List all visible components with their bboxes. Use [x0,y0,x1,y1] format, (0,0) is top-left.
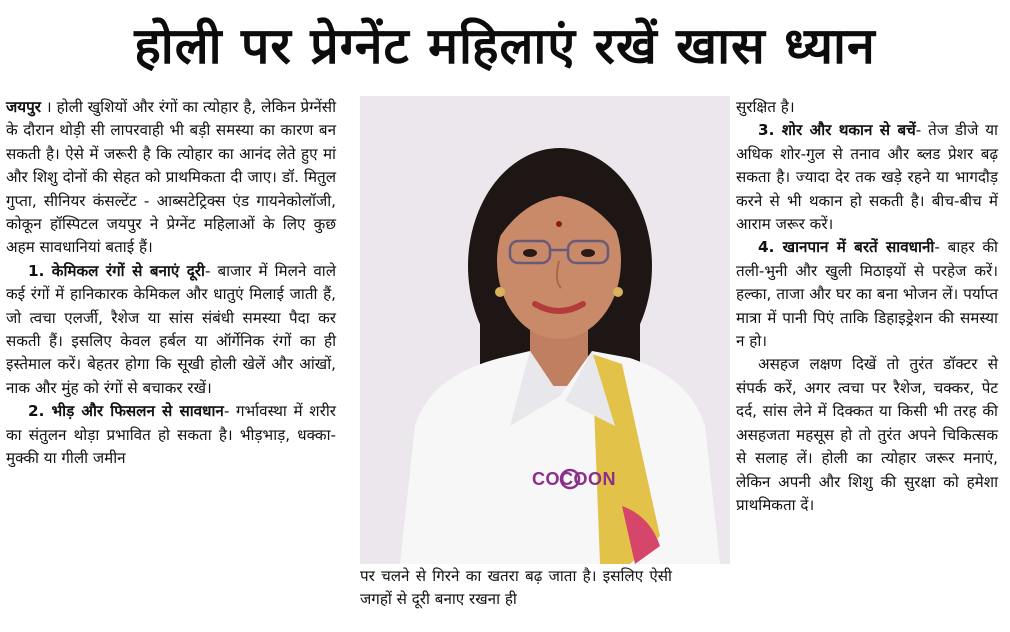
tip-1 [6,260,336,400]
tip-2-heading: 2. भीड़ और फिसलन से सावधान [28,402,224,421]
tip-2 [6,400,336,470]
tip-4-heading: 4. खानपान में बरतें सावधानी [758,238,935,257]
right-column [736,96,998,517]
doctor-portrait-illustration [360,96,730,564]
intro-text: । होली खुशियों और रंगों का त्योहार है, लेकिन प्रेग्नेंसी के दौरान थोड़ी सी लापरवाही भी बड़ी समस्या का कारण बन सकती है। ऐसे में जरूरी है कि त्योहार का आनंद लेते हुए मां और शिशु दोनों की सेहत को प्राथमिकता दी जाए। डॉ. मितुल गुप्ता, सीनियर कंसल्टेंट - आब्सटेट्रिक्स एंड गायनेकोलॉजी, कोकून हॉस्पिटल जयपुर ने प्रेग्नेंट महिलाओं के लिए कुछ अहम सावधानियां बताई हैं। [6,98,336,257]
headline: होली पर प्रेग्नेंट महिलाएं रखें खास ध्यान [134,17,876,75]
tip-3-heading: 3. शोर और थकान से बचें [758,121,916,140]
under-photo-text: पर चलने से गिरने का खतरा बढ़ जाता है। इसलिए ऐसी जगहों से दूरी बनाए रखना ही [360,567,672,609]
continued-text: सुरक्षित है। [736,98,795,116]
tip-4-text: - बाहर की तली-भुनी और खुली मिठाइयों से परहेज करें। हल्का, ताजा और घर का बना भोजन लें। पर्याप्त मात्रा में पानी पिएं ताकि डिहाइड्रेशन की समस्या न हो। [736,238,998,351]
tip-2-text: - गर्भावस्था में शरीर का संतुलन थोड़ा प्रभावित हो सकता है। भीड़भाड़, धक्का-मुक्की या गीली जमीन [6,402,336,468]
tip-1-heading: 1. केमिकल रंगों से बनाएं दूरी [28,261,205,280]
tip-4 [736,236,998,353]
dateline: जयपुर [6,98,41,116]
tip-3-text: - तेज डीजे या अधिक शोर-गुल से तनाव और ब्लड प्रेशर बढ़ सकता है। ज्यादा देर तक खड़े रहने या भागदौड़ करने से भी थकान हो सकती है। बीच-बीच में आराम जरूर करें। [736,121,998,234]
tip-3 [736,119,998,236]
left-column [6,96,336,471]
doctor-photo [360,96,730,564]
tip-1-text: - बाजार में मिलने वाले कई रंगों में हानिकारक केमिकल और धातुएं मिलाई जाती हैं, जो त्वचा एलर्जी, रैशेज या सांस संबंधी समस्या पैदा कर सकती हैं। इसलिए केवल हर्बल या ऑर्गेनिक रंगों का ही इस्तेमाल करें। बेहतर होगा कि सूखी होली खेलें और आंखों, नाक और मुंह को रंगों से बचाकर रखें। [6,261,336,397]
intro-paragraph [6,96,336,260]
closing-paragraph: असहज लक्षण दिखें तो तुरंत डॉक्टर से संपर्क करें, अगर त्वचा पर रैशेज, चक्कर, पेट दर्द, सांस लेने में दिक्कत या किसी भी तरह की असहजता महसूस हो तो तुरंत अपने चिकित्सक से सलाह लें। होली का त्योहार जरूर मनाएं, लेकिन अपनी और शिशु की सुरक्षा को हमेशा प्राथमिकता दें। [736,355,998,514]
cocoon-logo: COCOON [532,469,616,489]
